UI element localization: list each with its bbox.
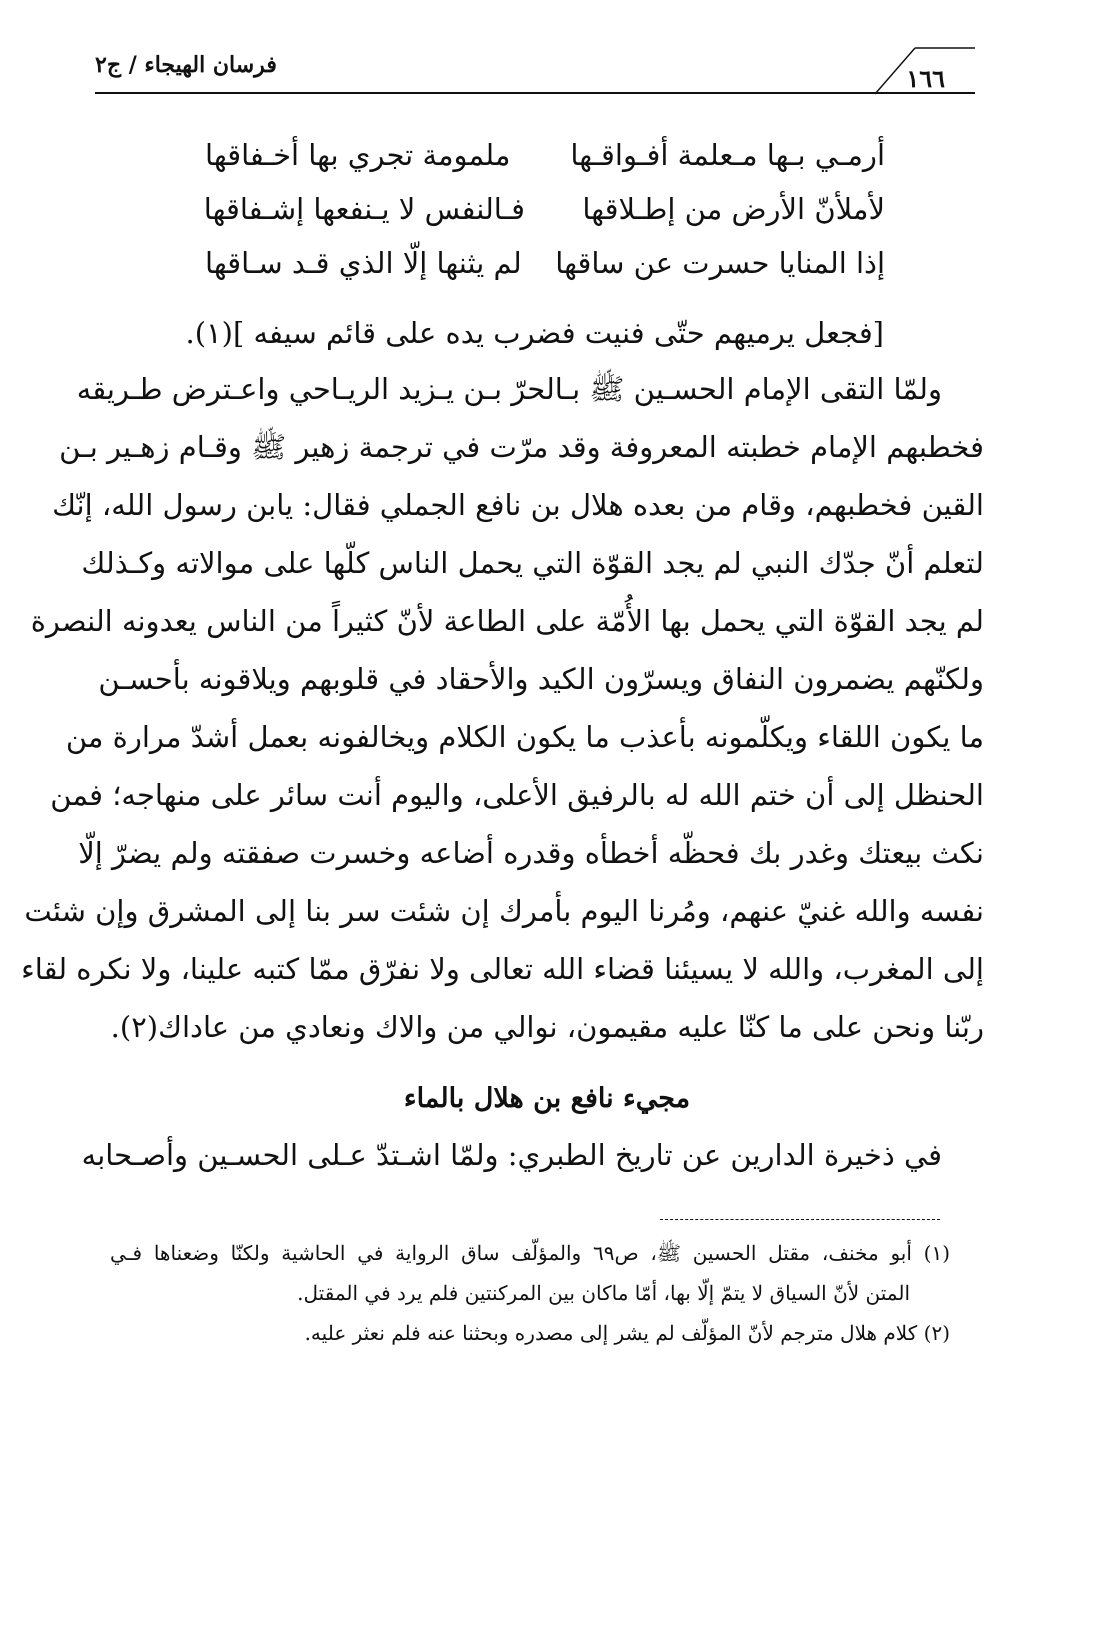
footnote-2: (٢) كلام هلال مترجم لأنّ المؤلّف لم يشر إلى مصدره وبحثنا عنه فلم نعثر عليه. bbox=[304, 1321, 950, 1345]
body-paragraph bbox=[21, 360, 984, 1056]
paragraph-line: القين فخطبهم، وقام من بعده هلال بن نافع الجملي فقال: يابن رسول الله، إنّك bbox=[52, 488, 984, 522]
page-header bbox=[95, 38, 975, 98]
verse-first-hemistich: إذا المنايا حسرت عن ساقها bbox=[555, 246, 885, 280]
footnote-1: (١) أبو مخنف، مقتل الحسين ﷺ، ص٦٩ والمؤلّف ساق الرواية في الحاشية ولكنّا وضعناها فـي bbox=[110, 1241, 950, 1265]
paragraph-line: ولكنّهم يضمرون النفاق ويسرّون الكيد والأحقاد في قلوبهم ويلاقونه بأحسـن bbox=[98, 662, 984, 696]
poem-verse bbox=[205, 182, 885, 236]
poem-verse bbox=[205, 128, 885, 182]
footnote-separator bbox=[660, 1219, 940, 1220]
paragraph-line: ما يكون اللقاء ويكلّمونه بأعذب ما يكون الكلام ويخالفونه بعمل أشدّ مرارة من bbox=[65, 720, 984, 754]
poem bbox=[205, 128, 885, 290]
paragraph-line: ربّنا ونحن على ما كنّا عليه مقيمون، نوالي من والاك ونعادي من عاداك(٢). bbox=[110, 1010, 984, 1044]
verse-second-hemistich: فـالنفس لا يـنفعها إشـفاقها bbox=[203, 192, 525, 226]
verse-second-hemistich: ملمومة تجري بها أخـفاقها bbox=[205, 138, 511, 172]
header-rule bbox=[95, 92, 975, 94]
paragraph-line: لم يجد القوّة التي يحمل بها الأُمّة على الطاعة لأنّ كثيراً من الناس يعدونه النصرة bbox=[30, 604, 984, 638]
verse-first-hemistich: لأملأنّ الأرض من إطـلاقها bbox=[582, 192, 885, 226]
section-first-line: في ذخيرة الدارين عن تاريخ الطبري: ولمّا اشـتدّ عـلى الحسـين وأصـحابه bbox=[81, 1138, 942, 1172]
verse-second-hemistich: لم يثنها إلّا الذي قـد سـاقها bbox=[205, 246, 522, 280]
paragraph-line: الحنظل إلى أن ختم الله له بالرفيق الأعلى، واليوم أنت سائر على منهاجه؛ فمن bbox=[50, 778, 984, 812]
paragraph-line: إلى المغرب، والله لا يسيئنا قضاء الله تعالى ولا نفرّق ممّا كتبه علينا، ولا نكره لقاء bbox=[21, 952, 984, 986]
page-number: ١٦٦ bbox=[906, 64, 945, 93]
narration-line: [فجعل يرميهم حتّى فنيت فضرب يده على قائم سيفه ](١). bbox=[185, 316, 884, 350]
paragraph-line: نفسه والله غنيّ عنهم، ومُرنا اليوم بأمرك إن شئت سر بنا إلى المشرق وإن شئت bbox=[24, 894, 984, 928]
paragraph-line: ولمّا التقى الإمام الحسـين ﷺ بـالحرّ بـن يـزيد الريـاحي واعـترض طـريقه bbox=[76, 372, 942, 406]
paragraph-line: لتعلم أنّ جدّك النبي لم يجد القوّة التي يحمل الناس كلّها على موالاته وكـذلك bbox=[81, 546, 984, 580]
footnotes bbox=[110, 1233, 950, 1353]
verse-first-hemistich: أرمـي بـها مـعلمة أفـواقـها bbox=[570, 138, 885, 172]
running-title: فرسان الهيجاء / ج٢ bbox=[95, 52, 277, 78]
poem-verse bbox=[205, 236, 885, 290]
footnote-1-continuation: المتن لأنّ السياق لا يتمّ إلّا بها، أمّا ماكان بين المركنتين فلم يرد في المقتل. bbox=[297, 1281, 910, 1305]
paragraph-line: نكث بيعتك وغدر بك فحظّه أخطأه وقدره أضاعه وخسرت صفقته ولم يضرّ إلّا bbox=[78, 836, 984, 870]
section-heading: مجيء نافع بن هلال بالماء bbox=[403, 1083, 691, 1114]
paragraph-line: فخطبهم الإمام خطبته المعروفة وقد مرّت في ترجمة زهير ﷺ وقـام زهـير بـن bbox=[59, 430, 984, 464]
